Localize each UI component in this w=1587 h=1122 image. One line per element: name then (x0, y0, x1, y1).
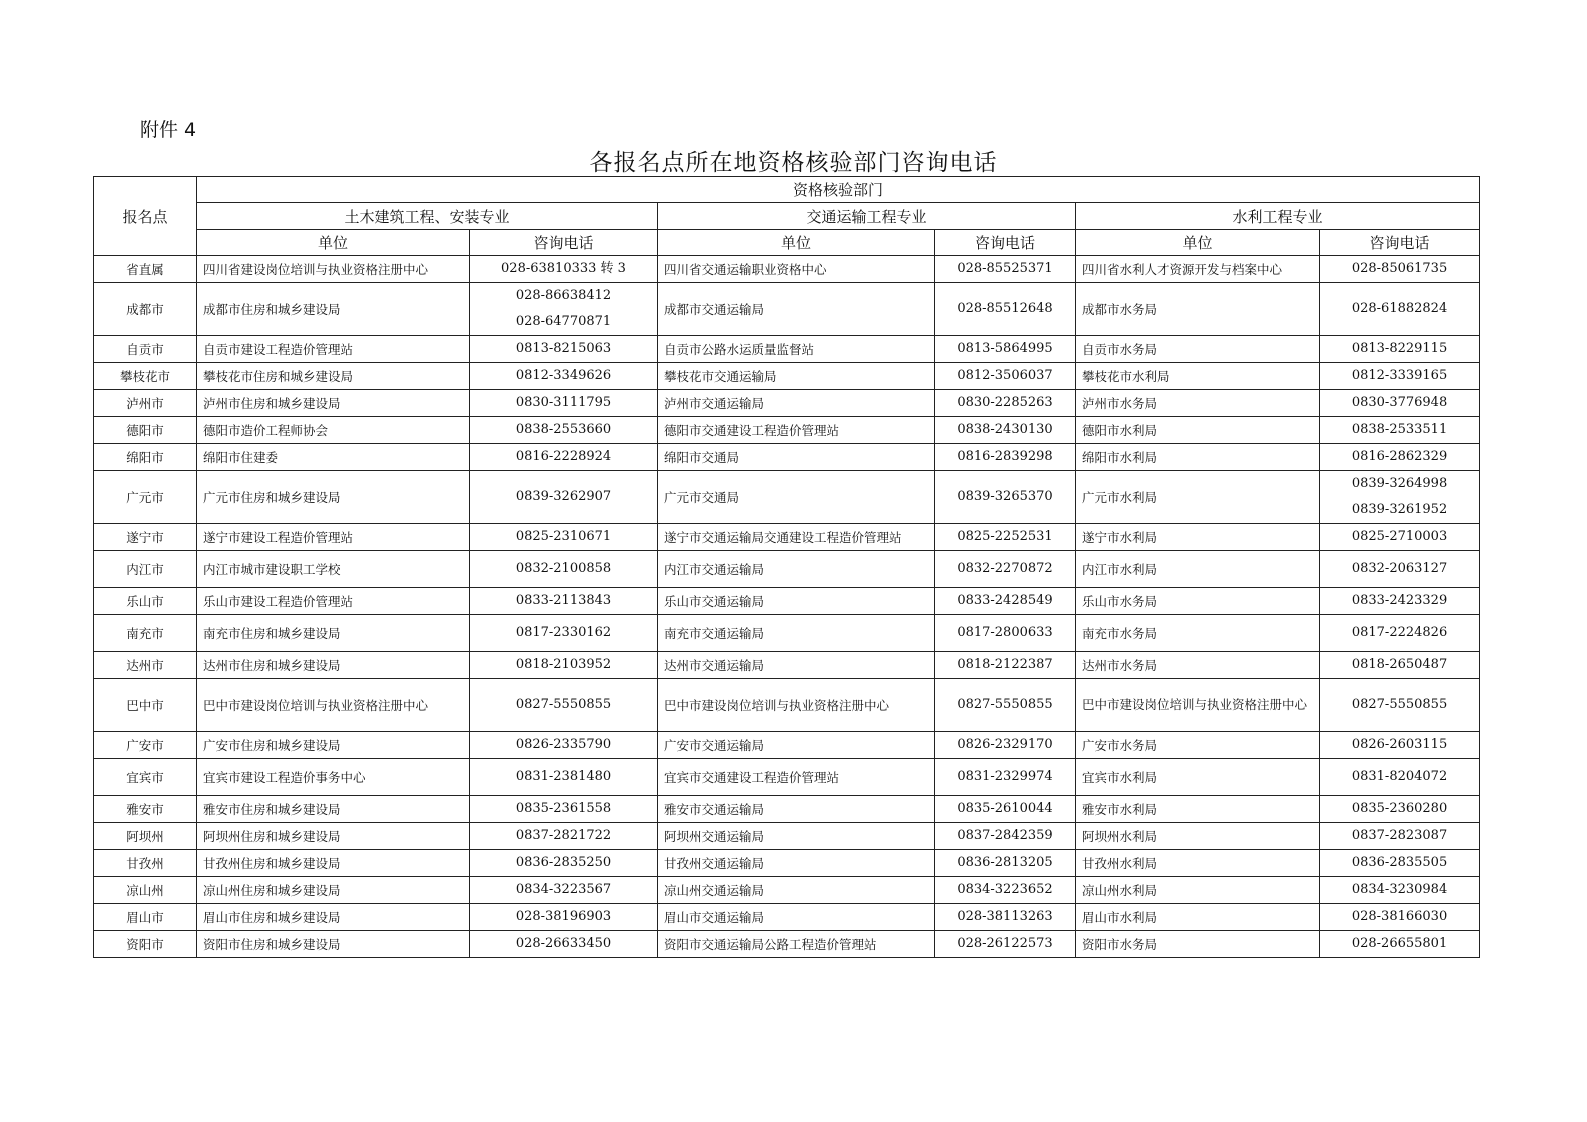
phone-number: 0839-3262907 (515, 489, 612, 504)
water-unit-cell: 达州市水务局 (1076, 652, 1320, 679)
civil-unit-cell: 自贡市建设工程造价管理站 (197, 336, 470, 363)
water-unit-cell: 攀枝花市水利局 (1076, 363, 1320, 390)
civil-phone-cell (470, 524, 658, 551)
phone-number: 0839-3264998 (1351, 476, 1448, 491)
water-unit-cell: 宜宾市水利局 (1076, 759, 1320, 796)
transport-phone-cell (935, 615, 1076, 652)
civil-phone-cell (470, 759, 658, 796)
civil-phone-cell (470, 551, 658, 588)
site-cell: 内江市 (94, 551, 197, 588)
table-row (94, 551, 1480, 588)
table-row (94, 823, 1480, 850)
transport-phone-cell (935, 732, 1076, 759)
transport-unit-cell: 攀枝花市交通运输局 (658, 363, 935, 390)
transport-unit-cell: 雅安市交通运输局 (658, 796, 935, 823)
water-phone-cell (1320, 759, 1480, 796)
water-phone-cell (1320, 256, 1480, 283)
phone-number: 028-85512648 (957, 301, 1053, 316)
civil-phone-cell (470, 444, 658, 471)
water-unit-cell: 广安市水务局 (1076, 732, 1320, 759)
phone-number: 028-63810333 转 3 (501, 261, 626, 276)
site-cell: 攀枝花市 (94, 363, 197, 390)
transport-phone-cell (935, 390, 1076, 417)
civil-phone-cell (470, 679, 658, 732)
civil-phone-cell (470, 615, 658, 652)
phone-number: 028-38113263 (957, 909, 1053, 924)
table-row (94, 931, 1480, 958)
site-cell: 阿坝州 (94, 823, 197, 850)
phone-number: 0830-3111795 (515, 395, 612, 410)
civil-unit-cell: 攀枝花市住房和城乡建设局 (197, 363, 470, 390)
phone-number: 0832-2270872 (957, 561, 1053, 576)
civil-phone-cell (470, 390, 658, 417)
water-unit-cell: 凉山州水利局 (1076, 877, 1320, 904)
phone-number: 0834-3223567 (515, 882, 612, 897)
phone-number: 0832-2100858 (515, 561, 612, 576)
water-unit-cell: 广元市水利局 (1076, 471, 1320, 524)
phone-number: 0825-2310671 (515, 529, 612, 544)
site-cell: 资阳市 (94, 931, 197, 958)
table-row (94, 904, 1480, 931)
header-unit: 单位 (1076, 230, 1320, 256)
phone-number: 028-26655801 (1351, 936, 1448, 951)
water-unit-cell: 眉山市水利局 (1076, 904, 1320, 931)
transport-phone-cell (935, 904, 1076, 931)
header-phone: 咨询电话 (935, 230, 1076, 256)
table-row (94, 588, 1480, 615)
table-row (94, 390, 1480, 417)
header-major-water: 水利工程专业 (1076, 203, 1480, 230)
water-unit-cell: 资阳市水务局 (1076, 931, 1320, 958)
civil-unit-cell: 资阳市住房和城乡建设局 (197, 931, 470, 958)
header-major-civil: 土木建筑工程、安装专业 (197, 203, 658, 230)
table-row (94, 679, 1480, 732)
table-row (94, 417, 1480, 444)
phone-number: 0836-2813205 (957, 855, 1053, 870)
water-phone-cell (1320, 363, 1480, 390)
civil-phone-cell (470, 588, 658, 615)
water-phone-cell (1320, 390, 1480, 417)
transport-unit-cell: 遂宁市交通运输局交通建设工程造价管理站 (658, 524, 935, 551)
transport-unit-cell: 广安市交通运输局 (658, 732, 935, 759)
phone-number: 0833-2113843 (515, 593, 612, 608)
civil-unit-cell: 雅安市住房和城乡建设局 (197, 796, 470, 823)
phone-number: 0830-2285263 (957, 395, 1053, 410)
site-cell: 广安市 (94, 732, 197, 759)
site-cell: 甘孜州 (94, 850, 197, 877)
phone-number: 028-38196903 (515, 909, 612, 924)
table-row (94, 850, 1480, 877)
water-unit-cell: 成都市水务局 (1076, 283, 1320, 336)
water-phone-cell (1320, 823, 1480, 850)
phone-number: 0818-2103952 (515, 657, 612, 672)
transport-unit-cell: 广元市交通局 (658, 471, 935, 524)
transport-phone-cell (935, 679, 1076, 732)
water-unit-cell: 内江市水利局 (1076, 551, 1320, 588)
transport-phone-cell (935, 283, 1076, 336)
water-phone-cell (1320, 679, 1480, 732)
site-cell: 泸州市 (94, 390, 197, 417)
water-phone-cell (1320, 615, 1480, 652)
water-phone-cell (1320, 850, 1480, 877)
transport-unit-cell: 眉山市交通运输局 (658, 904, 935, 931)
phone-number: 0827-5550855 (515, 697, 612, 712)
transport-phone-cell (935, 877, 1076, 904)
transport-phone-cell (935, 759, 1076, 796)
phone-number: 0831-8204072 (1351, 769, 1448, 784)
civil-unit-cell: 绵阳市住建委 (197, 444, 470, 471)
transport-unit-cell: 宜宾市交通建设工程造价管理站 (658, 759, 935, 796)
transport-phone-cell (935, 823, 1076, 850)
site-cell: 绵阳市 (94, 444, 197, 471)
site-cell: 德阳市 (94, 417, 197, 444)
water-unit-cell: 雅安市水利局 (1076, 796, 1320, 823)
water-unit-cell: 甘孜州水利局 (1076, 850, 1320, 877)
civil-unit-cell: 遂宁市建设工程造价管理站 (197, 524, 470, 551)
water-unit-cell: 南充市水务局 (1076, 615, 1320, 652)
site-cell: 凉山州 (94, 877, 197, 904)
transport-unit-cell: 南充市交通运输局 (658, 615, 935, 652)
water-unit-cell: 阿坝州水利局 (1076, 823, 1320, 850)
phone-number: 0838-2553660 (515, 422, 612, 437)
table-row (94, 256, 1480, 283)
transport-unit-cell: 达州市交通运输局 (658, 652, 935, 679)
phone-number: 0836-2835250 (515, 855, 612, 870)
phone-number: 0816-2228924 (515, 449, 612, 464)
transport-unit-cell: 四川省交通运输职业资格中心 (658, 256, 935, 283)
water-unit-cell: 泸州市水务局 (1076, 390, 1320, 417)
phone-number: 0817-2800633 (957, 625, 1053, 640)
transport-unit-cell: 自贡市公路水运质量监督站 (658, 336, 935, 363)
phone-number: 0839-3261952 (1351, 502, 1448, 517)
transport-phone-cell (935, 417, 1076, 444)
civil-unit-cell: 南充市住房和城乡建设局 (197, 615, 470, 652)
header-phone: 咨询电话 (1320, 230, 1480, 256)
civil-unit-cell: 广元市住房和城乡建设局 (197, 471, 470, 524)
transport-phone-cell (935, 444, 1076, 471)
transport-phone-cell (935, 850, 1076, 877)
civil-phone-cell (470, 256, 658, 283)
civil-unit-cell: 眉山市住房和城乡建设局 (197, 904, 470, 931)
table-row (94, 524, 1480, 551)
header-major-transport: 交通运输工程专业 (658, 203, 1076, 230)
site-cell: 巴中市 (94, 679, 197, 732)
civil-unit-cell: 宜宾市建设工程造价事务中心 (197, 759, 470, 796)
phone-number: 028-86638412 (515, 288, 612, 303)
phone-number: 0816-2839298 (957, 449, 1053, 464)
phone-number: 0826-2329170 (957, 737, 1053, 752)
site-cell: 达州市 (94, 652, 197, 679)
phone-number: 028-38166030 (1351, 909, 1448, 924)
phone-number: 0836-2835505 (1351, 855, 1448, 870)
phone-number: 0834-3223652 (957, 882, 1053, 897)
civil-phone-cell (470, 283, 658, 336)
phone-number: 028-64770871 (515, 314, 612, 329)
transport-unit-cell: 凉山州交通运输局 (658, 877, 935, 904)
civil-phone-cell (470, 904, 658, 931)
water-unit-cell: 绵阳市水利局 (1076, 444, 1320, 471)
civil-unit-cell: 泸州市住房和城乡建设局 (197, 390, 470, 417)
civil-phone-cell (470, 877, 658, 904)
site-cell: 成都市 (94, 283, 197, 336)
transport-unit-cell: 绵阳市交通局 (658, 444, 935, 471)
transport-phone-cell (935, 524, 1076, 551)
phone-number: 0833-2423329 (1351, 593, 1448, 608)
phone-number: 0835-2610044 (957, 801, 1053, 816)
phone-number: 0825-2252531 (957, 529, 1053, 544)
water-phone-cell (1320, 417, 1480, 444)
phone-number: 0835-2361558 (515, 801, 612, 816)
site-cell: 南充市 (94, 615, 197, 652)
phone-number: 0813-5864995 (957, 341, 1053, 356)
contact-table (93, 176, 1480, 958)
phone-number: 0818-2650487 (1351, 657, 1448, 672)
water-phone-cell (1320, 471, 1480, 524)
phone-number: 0816-2862329 (1351, 449, 1448, 464)
civil-phone-cell (470, 652, 658, 679)
site-cell: 省直属 (94, 256, 197, 283)
phone-number: 0831-2381480 (515, 769, 612, 784)
transport-phone-cell (935, 363, 1076, 390)
site-cell: 雅安市 (94, 796, 197, 823)
civil-unit-cell: 成都市住房和城乡建设局 (197, 283, 470, 336)
phone-number: 028-85061735 (1351, 261, 1448, 276)
phone-number: 0837-2821722 (515, 828, 612, 843)
phone-number: 0830-3776948 (1351, 395, 1448, 410)
table-row (94, 759, 1480, 796)
civil-unit-cell: 广安市住房和城乡建设局 (197, 732, 470, 759)
table-row (94, 336, 1480, 363)
civil-unit-cell: 乐山市建设工程造价管理站 (197, 588, 470, 615)
table-row (94, 615, 1480, 652)
water-phone-cell (1320, 524, 1480, 551)
water-phone-cell (1320, 796, 1480, 823)
phone-number: 0817-2224826 (1351, 625, 1448, 640)
phone-number: 0812-3349626 (515, 368, 612, 383)
transport-phone-cell (935, 336, 1076, 363)
table-row (94, 471, 1480, 524)
water-unit-cell: 四川省水利人才资源开发与档案中心 (1076, 256, 1320, 283)
phone-number: 0831-2329974 (957, 769, 1053, 784)
civil-unit-cell: 巴中市建设岗位培训与执业资格注册中心 (197, 679, 470, 732)
transport-unit-cell: 内江市交通运输局 (658, 551, 935, 588)
phone-number: 0834-3230984 (1351, 882, 1448, 897)
civil-phone-cell (470, 336, 658, 363)
water-phone-cell (1320, 336, 1480, 363)
table-row (94, 877, 1480, 904)
civil-phone-cell (470, 732, 658, 759)
phone-number: 0838-2430130 (957, 422, 1053, 437)
transport-unit-cell: 巴中市建设岗位培训与执业资格注册中心 (658, 679, 935, 732)
site-cell: 广元市 (94, 471, 197, 524)
site-cell: 自贡市 (94, 336, 197, 363)
site-cell: 宜宾市 (94, 759, 197, 796)
transport-phone-cell (935, 796, 1076, 823)
water-unit-cell: 德阳市水利局 (1076, 417, 1320, 444)
water-phone-cell (1320, 732, 1480, 759)
water-phone-cell (1320, 652, 1480, 679)
site-cell: 眉山市 (94, 904, 197, 931)
phone-number: 0837-2823087 (1351, 828, 1448, 843)
table-row (94, 732, 1480, 759)
header-unit: 单位 (197, 230, 470, 256)
header-phone: 咨询电话 (470, 230, 658, 256)
table-row (94, 796, 1480, 823)
water-phone-cell (1320, 444, 1480, 471)
water-unit-cell: 巴中市建设岗位培训与执业资格注册中心 (1076, 679, 1320, 732)
phone-number: 0832-2063127 (1351, 561, 1448, 576)
phone-number: 0837-2842359 (957, 828, 1053, 843)
transport-phone-cell (935, 471, 1076, 524)
civil-phone-cell (470, 363, 658, 390)
phone-number: 0825-2710003 (1351, 529, 1448, 544)
table-body (94, 256, 1480, 958)
civil-phone-cell (470, 850, 658, 877)
transport-phone-cell (935, 588, 1076, 615)
water-unit-cell: 自贡市水务局 (1076, 336, 1320, 363)
water-unit-cell: 乐山市水务局 (1076, 588, 1320, 615)
transport-unit-cell: 泸州市交通运输局 (658, 390, 935, 417)
transport-unit-cell: 甘孜州交通运输局 (658, 850, 935, 877)
transport-phone-cell (935, 931, 1076, 958)
phone-number: 0827-5550855 (957, 697, 1053, 712)
phone-number: 0826-2603115 (1351, 737, 1448, 752)
site-cell: 乐山市 (94, 588, 197, 615)
phone-number: 028-26633450 (515, 936, 612, 951)
civil-phone-cell (470, 417, 658, 444)
transport-unit-cell: 资阳市交通运输局公路工程造价管理站 (658, 931, 935, 958)
table-row (94, 444, 1480, 471)
water-phone-cell (1320, 877, 1480, 904)
water-phone-cell (1320, 904, 1480, 931)
phone-number: 0838-2533511 (1351, 422, 1448, 437)
civil-phone-cell (470, 823, 658, 850)
table-row (94, 363, 1480, 390)
water-phone-cell (1320, 588, 1480, 615)
phone-number: 0818-2122387 (957, 657, 1053, 672)
phone-number: 0813-8215063 (515, 341, 612, 356)
civil-phone-cell (470, 471, 658, 524)
civil-unit-cell: 德阳市造价工程师协会 (197, 417, 470, 444)
water-phone-cell (1320, 931, 1480, 958)
page-title: 各报名点所在地资格核验部门咨询电话 (589, 150, 998, 176)
phone-number: 0827-5550855 (1351, 697, 1448, 712)
transport-unit-cell: 乐山市交通运输局 (658, 588, 935, 615)
transport-unit-cell: 成都市交通运输局 (658, 283, 935, 336)
attachment-label: 附件 4 (140, 119, 197, 141)
water-unit-cell: 遂宁市水利局 (1076, 524, 1320, 551)
phone-number: 0839-3265370 (957, 489, 1053, 504)
phone-number: 0812-3506037 (957, 368, 1053, 383)
civil-unit-cell: 阿坝州住房和城乡建设局 (197, 823, 470, 850)
table-row (94, 652, 1480, 679)
transport-phone-cell (935, 652, 1076, 679)
civil-phone-cell (470, 931, 658, 958)
phone-number: 028-85525371 (957, 261, 1053, 276)
transport-phone-cell (935, 551, 1076, 588)
phone-number: 0812-3339165 (1351, 368, 1448, 383)
phone-number: 028-61882824 (1351, 301, 1448, 316)
transport-phone-cell (935, 256, 1076, 283)
table-row (94, 283, 1480, 336)
civil-unit-cell: 甘孜州住房和城乡建设局 (197, 850, 470, 877)
phone-number: 0817-2330162 (515, 625, 612, 640)
phone-number: 0813-8229115 (1351, 341, 1448, 356)
civil-unit-cell: 达州市住房和城乡建设局 (197, 652, 470, 679)
water-phone-cell (1320, 283, 1480, 336)
header-dept: 资格核验部门 (197, 177, 1480, 203)
phone-number: 0826-2335790 (515, 737, 612, 752)
transport-unit-cell: 德阳市交通建设工程造价管理站 (658, 417, 935, 444)
civil-unit-cell: 凉山州住房和城乡建设局 (197, 877, 470, 904)
civil-unit-cell: 四川省建设岗位培训与执业资格注册中心 (197, 256, 470, 283)
site-cell: 遂宁市 (94, 524, 197, 551)
water-phone-cell (1320, 551, 1480, 588)
header-site: 报名点 (94, 177, 197, 256)
phone-number: 0835-2360280 (1351, 801, 1448, 816)
phone-number: 028-26122573 (957, 936, 1053, 951)
civil-unit-cell: 内江市城市建设职工学校 (197, 551, 470, 588)
header-unit: 单位 (658, 230, 935, 256)
phone-number: 0833-2428549 (957, 593, 1053, 608)
transport-unit-cell: 阿坝州交通运输局 (658, 823, 935, 850)
civil-phone-cell (470, 796, 658, 823)
